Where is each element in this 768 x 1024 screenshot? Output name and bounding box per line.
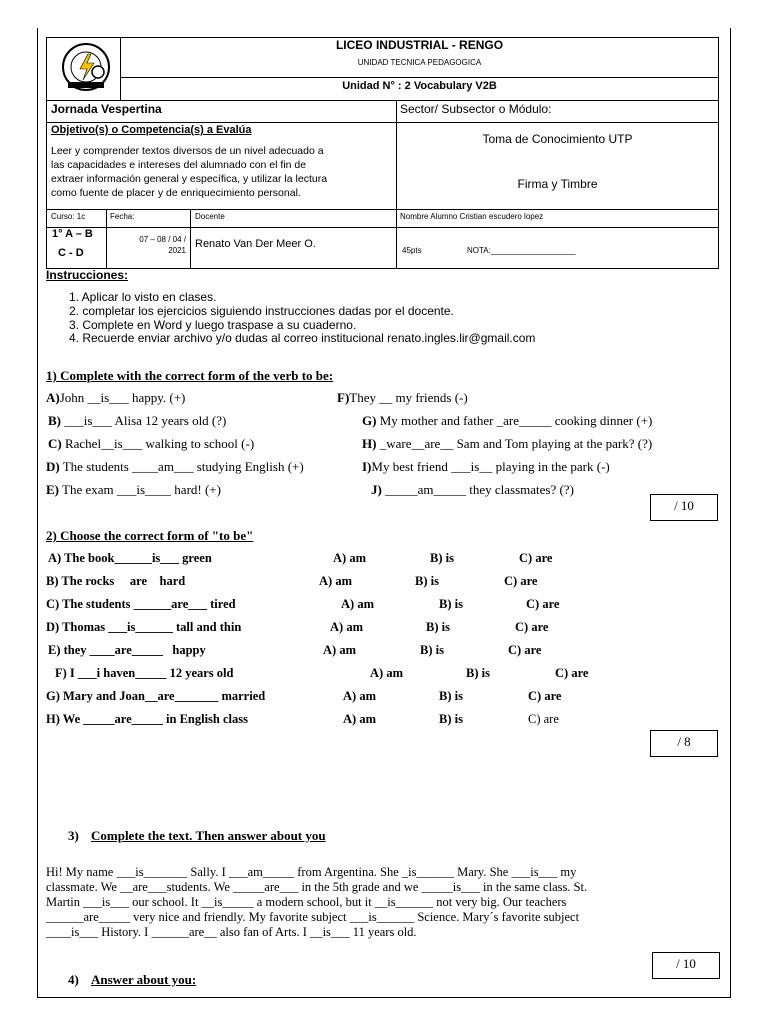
unit-title: Unidad N° : 2 Vocabulary V2B xyxy=(342,80,497,92)
objective-line: las capacidades e intereses del alumnado con el fin de xyxy=(51,159,307,171)
section4-number: 4) xyxy=(68,972,79,987)
instruction-item: 1. Aplicar lo visto en clases. xyxy=(69,290,217,304)
fecha-value: 07 – 08 / 04 / xyxy=(139,235,186,244)
section3-text-line: classmate. We __are___students. We _____are___ in the 5th grade and we _____is___ in the same class. St. xyxy=(46,880,588,894)
objective-line: extraer información general y específica, y utilizar la lectura xyxy=(51,173,328,185)
section1-item-d: D) The students ____am___ studying English (+) xyxy=(46,459,304,474)
section2-question: F) I ___i haven_____ 12 years old xyxy=(55,666,234,680)
objective-title: Objetivo(s) o Competencia(s) a Evalúa xyxy=(51,124,252,136)
docente-label: Docente xyxy=(195,212,225,221)
section1-item-b: B) ___is___ Alisa 12 years old (?) xyxy=(48,413,227,428)
option-c: C) are xyxy=(515,620,549,634)
option-b: B) is xyxy=(439,712,463,726)
option-b: B) is xyxy=(466,666,490,680)
option-c: C) are xyxy=(526,597,560,611)
section1-item-j: J) _____am_____ they classmates? (?) xyxy=(371,482,574,497)
instruction-item: 2. completar los ejercicios siguiendo instrucciones dadas por el docente. xyxy=(69,304,454,318)
option-b: B) is xyxy=(426,620,450,634)
docente-value: Renato Van Der Meer O. xyxy=(195,238,316,250)
option-a: A) am xyxy=(323,643,356,657)
section3-text-line: Hi! My name ___is_______ Sally. I ___am_____ from Argentina. She _is______ Mary. She ___is___ my xyxy=(46,865,577,879)
option-b: B) is xyxy=(439,689,463,703)
fecha-value: 2021 xyxy=(168,246,186,255)
curso-value: C - D xyxy=(58,247,84,259)
toma-conocimiento: Toma de Conocimiento UTP xyxy=(482,132,633,146)
section3-number: 3) xyxy=(68,828,79,843)
section3-score-box: / 10 xyxy=(652,952,720,979)
section3-title: Complete the text. Then answer about you xyxy=(91,828,326,843)
section1-item-h: H) _ware__are__ Sam and Tom playing at the park? (?) xyxy=(362,436,653,451)
option-a: A) am xyxy=(333,551,366,565)
option-b: B) is xyxy=(439,597,463,611)
section1-item-e: E) The exam ___is____ hard! (+) xyxy=(46,482,221,497)
section2-question: H) We _____are_____ in English class xyxy=(46,712,248,726)
option-b: B) is xyxy=(430,551,454,565)
option-a: A) am xyxy=(343,712,376,726)
alumno-label: Nombre Alumno Cristian escudero lopez xyxy=(400,212,544,221)
jornada: Jornada Vespertina xyxy=(51,102,162,116)
option-c: C) are xyxy=(528,689,562,703)
option-a: A) am xyxy=(343,689,376,703)
section1-score-box: / 10 xyxy=(650,494,718,521)
option-c: C) are xyxy=(528,712,559,726)
section2-question: C) The students ______are___ tired xyxy=(46,597,236,611)
option-a: A) am xyxy=(319,574,352,588)
sector-label: Sector/ Subsector o Módulo: xyxy=(400,102,552,116)
section1-item-i: I)My best friend ___is__ playing in the park (-) xyxy=(362,459,610,474)
option-c: C) are xyxy=(555,666,589,680)
nota-field: NOTA:___________________ xyxy=(467,246,576,255)
section3-text-line: ______are_____ very nice and friendly. My favorite subject ___is______ Science. Mary´s favorite subject xyxy=(46,910,580,924)
firma-timbre: Firma y Timbre xyxy=(517,177,598,191)
section1-title: 1) Complete with the correct form of the verb to be: xyxy=(46,368,334,383)
instructions-title: Instrucciones: xyxy=(46,268,129,282)
option-a: A) am xyxy=(341,597,374,611)
instruction-item: 3. Complete en Word y luego traspase a su cuaderno. xyxy=(69,318,357,332)
section1-item-c: C) Rachel__is___ walking to school (-) xyxy=(48,436,255,451)
option-a: A) am xyxy=(330,620,363,634)
section2-question: E) they ____are_____ happy xyxy=(48,643,206,657)
section2-question: G) Mary and Joan__are_______ married xyxy=(46,689,266,703)
section1-item-g: G) My mother and father _are_____ cooking dinner (+) xyxy=(362,413,653,428)
objective-line: como fuente de placer y de enriquecimiento personal. xyxy=(51,187,301,199)
section2-question: A) The book______is___ green xyxy=(48,551,212,565)
section1-item-f: F)They __ my friends (-) xyxy=(337,390,468,405)
objective-line: Leer y comprender textos diversos de un nivel adecuado a xyxy=(51,145,324,157)
option-b: B) is xyxy=(415,574,439,588)
option-c: C) are xyxy=(519,551,553,565)
unit-department: UNIDAD TECNICA PEDAGOGICA xyxy=(357,58,482,67)
points: 45pts xyxy=(402,246,422,255)
section1-item-a: A)John __is___ happy. (+) xyxy=(46,390,186,405)
section4-title: Answer about you: xyxy=(91,972,197,987)
option-b: B) is xyxy=(420,643,444,657)
fecha-label: Fecha: xyxy=(110,212,135,221)
section2-score-box: / 8 xyxy=(650,730,718,757)
section2-question: B) The rocks are hard xyxy=(46,574,186,588)
school-logo xyxy=(58,42,114,92)
option-c: C) are xyxy=(504,574,538,588)
section3-text-line: ____is___ History. I ______are__ also fan of Arts. I __is___ 11 years old. xyxy=(46,925,417,939)
section2-question: D) Thomas ___is______ tall and thin xyxy=(46,620,242,634)
section2-title: 2) Choose the correct form of "to be" xyxy=(46,528,254,543)
curso-value: 1° A – B xyxy=(52,228,93,240)
section3-text-line: Martin ___is___ our school. It __is_____ a modern school, but it __is______ not very big. Our teachers xyxy=(46,895,567,909)
option-a: A) am xyxy=(370,666,403,680)
instruction-item: 4. Recuerde enviar archivo y/o dudas al correo institucional renato.ingles.lir@gmail.com xyxy=(69,331,536,345)
curso-label: Curso: 1c xyxy=(51,212,86,221)
option-c: C) are xyxy=(508,643,542,657)
school-name: LICEO INDUSTRIAL - RENGO xyxy=(335,38,504,52)
